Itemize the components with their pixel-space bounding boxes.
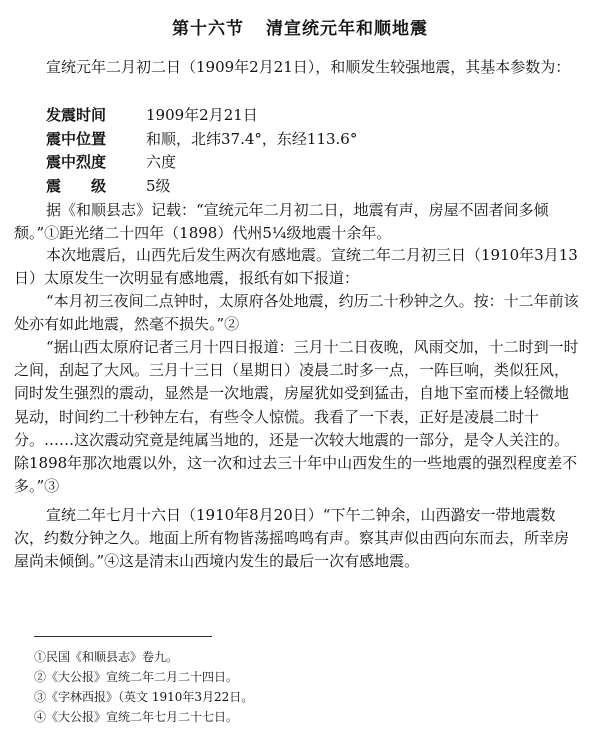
param-value: 六度 xyxy=(146,153,177,171)
param-label: 震 级 xyxy=(46,176,107,195)
param-value: 和顺，北纬37.4°，东经113.6° xyxy=(146,129,358,148)
param-label: 发震时间 xyxy=(46,106,107,124)
param-row xyxy=(46,151,357,175)
param-value: 1909年2月21日 xyxy=(146,106,258,124)
footnote: ③《字林西报》（英文 1910年3月22日。 xyxy=(34,690,254,704)
section-number: 第十六节 xyxy=(172,19,244,39)
param-label: 震中烈度 xyxy=(46,153,107,171)
footnote: ②《大公报》宣统二年二月二十四日。 xyxy=(34,670,239,684)
paragraph-lu-an: 宣统二年七月十六日（1910年8月20日）“下午二钟余，山西潞安一带地震数次，约数分钟之久。地面上所有物皆荡摇鸣鸣有声。察其声似由西向东而去，所幸房屋尚未倾倒。”④这是清末山西境内发生的最后一次有感地震。 xyxy=(14,506,570,571)
param-row xyxy=(46,104,357,128)
earthquake-parameters xyxy=(46,104,357,198)
paragraph-quote-2: “据山西太原府记者三月十四日报道：三月十二日夜晚，风雨交加，十二时到一时之间，刮起了大风。三月十三日（星期日）凌晨二时多一点，一阵巨响，类似狂风，同时发生强烈的震动，显然是一次地震，房屋犹如受到猛击，自地下室而楼上轻微地晃动，时间约二十秒钟左右，有些令人惊慌。我看了一下表，正好是凌晨二时十分。……这次震动究竟是纯属当地的，还是一次较大地震的一部分，是令人关注的。除1898年那次地震以外，这一次和过去三十年中山西发生的一些地震的强烈程度差不多。”③ xyxy=(14,338,579,496)
section-title xyxy=(0,14,600,39)
footnote: ④《大公报》宣统二年七月二十七日。 xyxy=(34,710,239,724)
param-row xyxy=(46,175,357,199)
paragraph-quote-1: “本月初三夜间二点钟时，太原府各处地震，约历二十秒钟之久。按：十二年前该处亦有如此地震，然毫不损失。”② xyxy=(14,292,579,334)
footnote-divider xyxy=(34,636,212,637)
param-value: 5级 xyxy=(146,176,171,195)
footnote: ①民国《和顺县志》卷九。 xyxy=(34,650,179,664)
param-label: 震中位置 xyxy=(46,129,107,148)
paragraph-felt-quakes: 本次地震后，山西先后发生两次有感地震。宣统二年二月初三日（1910年3月13日）太原发生一次明显有感地震，报纸有如下报道： xyxy=(14,246,578,288)
intro-paragraph: 宣统元年二月初二日（1909年2月21日），和顺发生较强地震，其基本参数为： xyxy=(46,58,571,76)
param-row xyxy=(46,128,357,152)
section-heading: 清宣统元年和顺地震 xyxy=(266,19,428,39)
paragraph-county-record: 据《和顺县志》记载：“宣统元年二月初二日，地震有声，房屋不固者间多倾颓。”①距光绪二十四年（1898）代州5¼级地震十余年。 xyxy=(14,201,549,243)
